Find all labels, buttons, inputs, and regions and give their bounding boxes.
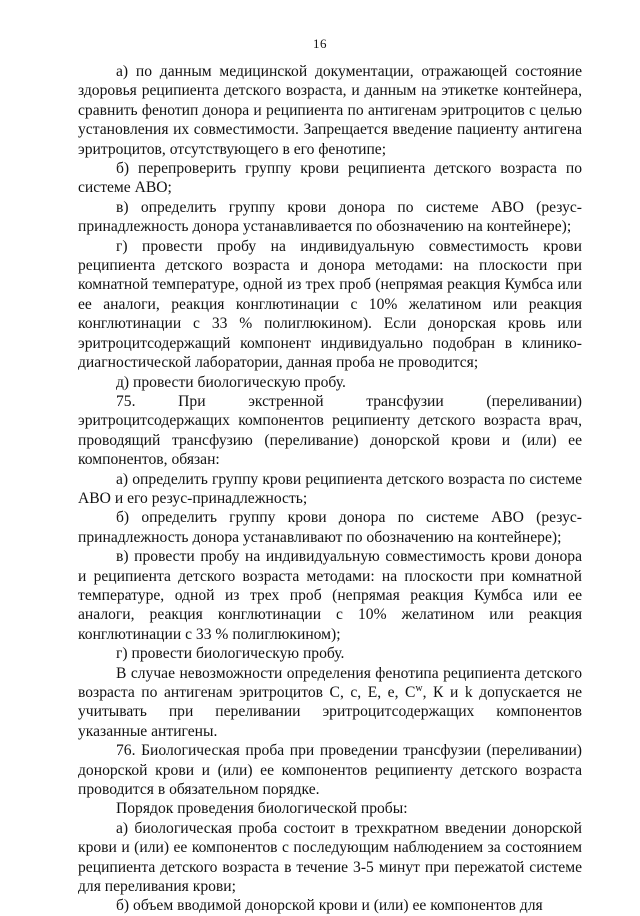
paragraph-75c: в) провести пробу на индивидуальную совместимость крови донора и реципиента детского возраста методами: на плоскости при комнатной температуре, одной из трех проб (непрямая реакция Кумбса или ее аналоги, реакция конглютинации с 10% желатином или реакция конглютинации с 33 % полиглюкином); (78, 548, 582, 643)
antigen-note-superscript: w (415, 682, 423, 694)
antigen-note-before: В случае невозможности определения фенотипа реципиента детского возраста по антигенам эритроцитов С, с, Е, е, С (78, 664, 582, 701)
paragraph-75a: а) определить группу крови реципиента детского возраста по системе АВО и его резус-принадлежность; (78, 470, 582, 507)
paragraph-procedure-heading: Порядок проведения биологической пробы: (116, 800, 408, 818)
paragraph-74a: а) по данным медицинской документации, отражающей состояние здоровья реципиента детского возраста, и данным на этикетке контейнера, сравнить фенотип донора и реципиента по антигенам эритроцитов с целью установления их совместимости. Запрещается введение пациенту антигена эритроцитов, отсутствующего в его фенотипе; (78, 63, 582, 158)
page-number: 16 (313, 36, 327, 51)
paragraph-antigen-note (78, 664, 582, 742)
paragraph-75d: г) провести биологическую пробу. (116, 645, 345, 663)
paragraph-procedure-a: а) биологическая проба состоит в трехкратном введении донорской крови и (или) ее компонентов с последующим наблюдением за состоянием реципиента детского возраста в течение 3-5 минут при пережатой системе для переливания крови; (78, 819, 582, 896)
paragraph-procedure-b: б) объем вводимой донорской крови и (или) ее компонентов для (116, 897, 543, 915)
paragraph-75: 75. При экстренной трансфузии (переливании) эритроцитсодержащих компонентов реципиенту детского возраста врач, проводящий трансфузию (переливание) донорской крови и (или) ее компонентов, обязан: (78, 392, 582, 469)
antigen-note-after: , К и k допускается не учитывать при переливании эритроцитсодержащих компонентов указанные антигены. (78, 684, 582, 740)
paragraph-76: 76. Биологическая проба при проведении трансфузии (переливании) донорской крови и (или) ее компонентов реципиенту детского возраста проводится в обязательном порядке. (78, 742, 582, 799)
document-body (78, 62, 582, 916)
paragraph-74e: д) провести биологическую пробу. (116, 373, 346, 391)
paragraph-75b: б) определить группу крови донора по системе АВО (резус-принадлежность донора устанавливают по обозначению на контейнере); (78, 509, 582, 546)
paragraph-74c: в) определить группу крови донора по системе АВО (резус-принадлежность донора устанавливается по обозначению на контейнере); (78, 198, 582, 236)
paragraph-74d: г) провести пробу на индивидуальную совместимость крови реципиента детского возраста и донора методами: на плоскости при комнатной температуре, одной из трех проб (непрямая реакция Кумбса или ее аналоги, реакция конглютинации с 10% желатином или реакция конглютинации с 33 % полиглюкином). Если донорская кровь или эритроцитсодержащий компонент индивидуально подобран в клинико-диагностической лаборатории, данная проба не проводится; (78, 237, 582, 372)
paragraph-74b: б) перепроверить группу крови реципиента детского возраста по системе АВО; (78, 160, 582, 197)
